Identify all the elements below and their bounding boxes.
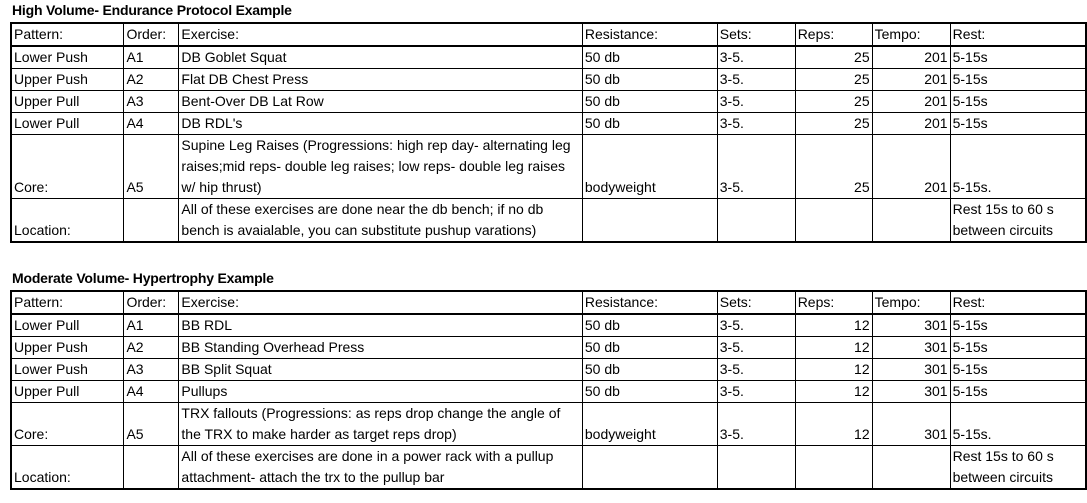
resistance-cell: 50 db (582, 46, 717, 69)
reps-cell: 25 (795, 69, 872, 91)
tempo-cell: 201 (872, 135, 950, 199)
rest-cell: 5-15s. (950, 135, 1086, 199)
resistance-cell: 50 db (582, 314, 717, 337)
pattern-cell: Upper Pull (11, 91, 124, 113)
table-row (11, 199, 1086, 243)
order-cell (124, 199, 179, 243)
reps-cell: 25 (795, 91, 872, 113)
hypertrophy-table (10, 290, 1087, 490)
column-header: Exercise: (179, 23, 582, 46)
reps-cell (795, 446, 872, 490)
pattern-cell: Upper Push (11, 337, 124, 359)
pattern-cell: Core: (11, 403, 124, 446)
reps-cell: 25 (795, 135, 872, 199)
resistance-cell (582, 199, 717, 243)
pattern-cell: Location: (11, 199, 124, 243)
column-header: Order: (124, 291, 179, 314)
reps-cell: 12 (795, 381, 872, 403)
reps-cell: 12 (795, 314, 872, 337)
pattern-cell: Lower Push (11, 359, 124, 381)
order-cell: A3 (124, 359, 179, 381)
table-row (11, 381, 1086, 403)
table-row (11, 135, 1086, 199)
rest-cell: Rest 15s to 60 s between circuits (950, 446, 1086, 490)
rest-cell: 5-15s (950, 359, 1086, 381)
table-row (11, 46, 1086, 69)
column-header: Reps: (795, 23, 872, 46)
table-row (11, 446, 1086, 490)
table-row (11, 91, 1086, 113)
tempo-cell: 201 (872, 113, 950, 135)
exercise-cell: BB Split Squat (179, 359, 582, 381)
column-header: Order: (124, 23, 179, 46)
pattern-cell: Lower Pull (11, 314, 124, 337)
reps-cell: 25 (795, 113, 872, 135)
reps-cell: 12 (795, 337, 872, 359)
pattern-cell: Core: (11, 135, 124, 199)
column-header: Resistance: (582, 291, 717, 314)
table-row (11, 113, 1086, 135)
sets-cell: 3-5. (717, 113, 795, 135)
rest-cell: 5-15s (950, 381, 1086, 403)
column-header: Reps: (795, 291, 872, 314)
tempo-cell: 301 (872, 403, 950, 446)
rest-cell: 5-15s (950, 314, 1086, 337)
table-row (11, 359, 1086, 381)
rest-cell: 5-15s (950, 337, 1086, 359)
column-header: Sets: (717, 23, 795, 46)
resistance-cell: bodyweight (582, 135, 717, 199)
exercise-cell: All of these exercises are done near the db bench; if no db bench is avaialable, you can substitute pushup varations) (179, 199, 582, 243)
sets-cell: 3-5. (717, 314, 795, 337)
rest-cell: 5-15s. (950, 403, 1086, 446)
rest-cell: Rest 15s to 60 s between circuits (950, 199, 1086, 243)
sets-cell: 3-5. (717, 69, 795, 91)
tempo-cell: 301 (872, 314, 950, 337)
rest-cell: 5-15s (950, 91, 1086, 113)
exercise-cell: BB RDL (179, 314, 582, 337)
rest-cell: 5-15s (950, 69, 1086, 91)
pattern-cell: Upper Pull (11, 381, 124, 403)
exercise-cell: All of these exercises are done in a power rack with a pullup attachment- attach the trx to the pullup bar (179, 446, 582, 490)
column-header: Rest: (950, 23, 1086, 46)
tempo-cell (872, 199, 950, 243)
exercise-cell: Flat DB Chest Press (179, 69, 582, 91)
exercise-cell: DB RDL's (179, 113, 582, 135)
column-header: Tempo: (872, 23, 950, 46)
column-header: Pattern: (11, 291, 124, 314)
exercise-cell: Pullups (179, 381, 582, 403)
order-cell (124, 446, 179, 490)
resistance-cell: 50 db (582, 381, 717, 403)
sets-cell (717, 446, 795, 490)
sets-cell: 3-5. (717, 135, 795, 199)
header-row (11, 291, 1086, 314)
sets-cell: 3-5. (717, 337, 795, 359)
tempo-cell: 301 (872, 381, 950, 403)
tempo-cell: 301 (872, 337, 950, 359)
sets-cell: 3-5. (717, 381, 795, 403)
sets-cell: 3-5. (717, 359, 795, 381)
column-header: Sets: (717, 291, 795, 314)
order-cell: A1 (124, 314, 179, 337)
resistance-cell: 50 db (582, 337, 717, 359)
reps-cell: 25 (795, 46, 872, 69)
resistance-cell: 50 db (582, 91, 717, 113)
table-row (11, 337, 1086, 359)
order-cell: A1 (124, 46, 179, 69)
tempo-cell: 201 (872, 69, 950, 91)
column-header: Pattern: (11, 23, 124, 46)
order-cell: A5 (124, 403, 179, 446)
resistance-cell (582, 446, 717, 490)
tempo-cell: 301 (872, 359, 950, 381)
exercise-cell: Bent-Over DB Lat Row (179, 91, 582, 113)
resistance-cell: 50 db (582, 359, 717, 381)
section-title-endurance: High Volume- Endurance Protocol Example (12, 2, 292, 18)
reps-cell (795, 199, 872, 243)
sets-cell: 3-5. (717, 403, 795, 446)
exercise-cell: TRX fallouts (Progressions: as reps drop change the angle of the TRX to make harder as target reps drop) (179, 403, 582, 446)
order-cell: A5 (124, 135, 179, 199)
sets-cell: 3-5. (717, 46, 795, 69)
order-cell: A3 (124, 91, 179, 113)
rest-cell: 5-15s (950, 46, 1086, 69)
pattern-cell: Upper Push (11, 69, 124, 91)
column-header: Tempo: (872, 291, 950, 314)
pattern-cell: Lower Pull (11, 113, 124, 135)
tempo-cell: 201 (872, 46, 950, 69)
sets-cell: 3-5. (717, 91, 795, 113)
endurance-table (10, 22, 1087, 243)
order-cell: A2 (124, 337, 179, 359)
column-header: Exercise: (179, 291, 582, 314)
reps-cell: 12 (795, 359, 872, 381)
table-row (11, 69, 1086, 91)
rest-cell: 5-15s (950, 113, 1086, 135)
table-row (11, 314, 1086, 337)
exercise-cell: BB Standing Overhead Press (179, 337, 582, 359)
order-cell: A4 (124, 381, 179, 403)
tempo-cell: 201 (872, 91, 950, 113)
tempo-cell (872, 446, 950, 490)
table-row (11, 403, 1086, 446)
resistance-cell: bodyweight (582, 403, 717, 446)
exercise-cell: Supine Leg Raises (Progressions: high rep day- alternating leg raises;mid reps- double leg raises; low reps- double leg raises w/ hip thrust) (179, 135, 582, 199)
reps-cell: 12 (795, 403, 872, 446)
section-title-hypertrophy: Moderate Volume- Hypertrophy Example (12, 270, 274, 286)
order-cell: A2 (124, 69, 179, 91)
pattern-cell: Lower Push (11, 46, 124, 69)
exercise-cell: DB Goblet Squat (179, 46, 582, 69)
order-cell: A4 (124, 113, 179, 135)
column-header: Rest: (950, 291, 1086, 314)
sets-cell (717, 199, 795, 243)
pattern-cell: Location: (11, 446, 124, 490)
resistance-cell: 50 db (582, 113, 717, 135)
resistance-cell: 50 db (582, 69, 717, 91)
column-header: Resistance: (582, 23, 717, 46)
header-row (11, 23, 1086, 46)
